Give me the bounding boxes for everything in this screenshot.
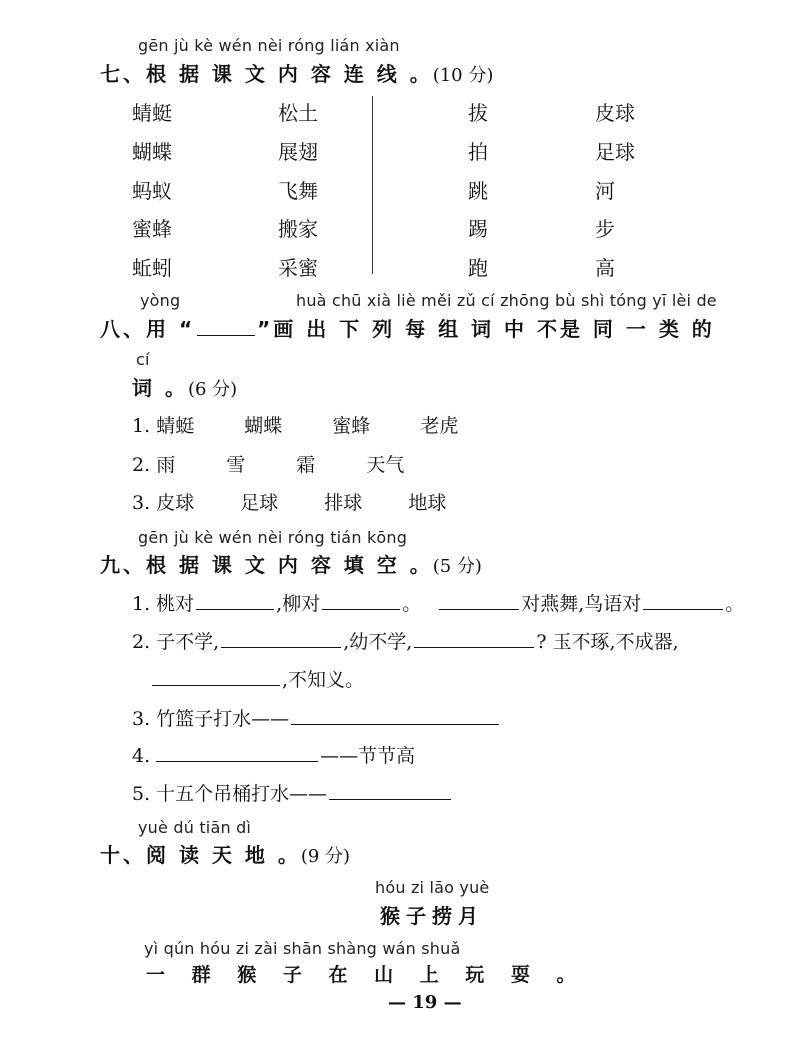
q7-title: 七、根 据 课 文 内 容 连 线 。 (100, 62, 433, 86)
q10-heading (100, 839, 350, 868)
q9-l3: 3. 竹篮子打水—— (132, 708, 290, 730)
q7-left-match-3[interactable]: 飞舞 (278, 179, 318, 203)
q9-l5: 5. 十五个吊桶打水—— (132, 783, 328, 805)
q7-right-word-2[interactable]: 拍 (468, 140, 488, 164)
q7-left-match-5[interactable]: 采蜜 (278, 256, 318, 280)
q9-l1-e: 。 (725, 593, 745, 615)
q7-left-word-1[interactable]: 蜻蜓 (132, 101, 172, 125)
q7-left-word-2[interactable]: 蝴蝶 (132, 140, 172, 164)
q9-l1-a: 1. 桃对 (132, 593, 195, 615)
q9-blank-6[interactable] (414, 629, 534, 648)
q8-title-suffix: ”画 出 下 列 每 组 词 中 不是 同 一 类 的 (257, 317, 715, 341)
q8-row-3 (132, 488, 470, 515)
q9-blank-1[interactable] (196, 591, 274, 610)
q9-blank-5[interactable] (221, 629, 341, 648)
q9-l2-c: ? 玉不琢,不成器, (536, 631, 679, 653)
q8-underline-sample (197, 317, 255, 336)
q7-right-match-4[interactable]: 步 (595, 217, 615, 241)
q8-row-2-word-3[interactable]: 霜 (296, 454, 316, 476)
q9-points: (5 分) (432, 556, 482, 577)
q9-line-1 (132, 589, 744, 616)
q7-right-match-1[interactable]: 皮球 (595, 101, 635, 125)
q9-line-2b (150, 665, 364, 692)
q9-blank-8[interactable] (291, 706, 499, 725)
q8-title-line2: 词 。 (132, 376, 188, 400)
q8-row-1-number: 1. (132, 415, 151, 437)
q9-l1-d: 对燕舞,鸟语对 (521, 593, 642, 615)
page-number: — 19 — (388, 992, 462, 1013)
q7-right-word-1[interactable]: 拔 (468, 101, 488, 125)
q9-l4-a: 4. (132, 745, 151, 767)
q9-blank-10[interactable] (329, 781, 451, 800)
q9-pinyin: gēn jù kè wén nèi róng tián kōng (138, 528, 408, 547)
q8-row-3-number: 3. (132, 492, 151, 514)
q8-heading (100, 313, 715, 342)
q7-left-word-3[interactable]: 蚂蚁 (132, 179, 172, 203)
q8-row-1-word-2[interactable]: 蝴蝶 (244, 415, 283, 437)
q9-line-5 (132, 779, 453, 806)
q7-left-match-2[interactable]: 展翅 (278, 140, 318, 164)
q8-row-2-word-4[interactable]: 天气 (366, 454, 405, 476)
q8-pinyin-rest: huà chū xià liè měi zǔ cí zhōng bù shì tóng yī lèi de (296, 291, 717, 310)
q8-row-2-number: 2. (132, 454, 151, 476)
q8-title-prefix: 八、用 “ (100, 317, 196, 341)
q9-line-3 (132, 704, 501, 731)
q8-pinyin-yong: yòng (140, 291, 181, 310)
story-sentence-pinyin: yì qún hóu zi zài shān shàng wán shuǎ (144, 939, 461, 958)
q9-blank-9[interactable] (156, 743, 318, 762)
q9-heading (100, 549, 482, 578)
column-divider (372, 96, 373, 274)
q8-row-3-word-1[interactable]: 皮球 (156, 492, 195, 514)
q9-blank-4[interactable] (643, 591, 723, 610)
q9-l2b-a: ,不知义。 (282, 669, 365, 691)
q9-title: 九、根 据 课 文 内 容 填 空 。 (100, 553, 433, 577)
q8-heading-line2 (132, 372, 237, 401)
q9-l2-a: 2. 子不学, (132, 631, 220, 653)
q7-left-match-1[interactable]: 松土 (278, 101, 318, 125)
q9-l1-b: ,柳对 (276, 593, 321, 615)
q7-right-word-5[interactable]: 跑 (468, 256, 488, 280)
story-sentence: 一 群 猴 子 在 山 上 玩 耍 。 (146, 964, 586, 986)
q7-left-match-4[interactable]: 搬家 (278, 217, 318, 241)
q9-l4-b: ——节节高 (320, 745, 416, 767)
q9-l2-b: ,幼不学, (343, 631, 413, 653)
q8-row-1-word-3[interactable]: 蜜蜂 (332, 415, 371, 437)
q9-blank-3[interactable] (439, 591, 519, 610)
q7-right-word-3[interactable]: 跳 (468, 179, 488, 203)
q8-row-1-word-4[interactable]: 老虎 (420, 415, 459, 437)
story-title: 猴子捞月 (380, 904, 484, 928)
q7-right-word-4[interactable]: 踢 (468, 217, 488, 241)
q9-blank-2[interactable] (322, 591, 400, 610)
q9-l1-c: 。 (402, 593, 422, 615)
q8-row-3-word-4[interactable]: 地球 (408, 492, 447, 514)
q7-left-word-4[interactable]: 蜜蜂 (132, 217, 172, 241)
q7-heading (100, 58, 493, 87)
story-title-pinyin: hóu zi lāo yuè (375, 878, 490, 897)
q10-points: (9 分) (300, 846, 351, 867)
q8-row-1 (132, 411, 482, 438)
q9-blank-7[interactable] (152, 667, 280, 686)
q7-right-match-2[interactable]: 足球 (595, 140, 635, 164)
q9-line-2 (132, 627, 679, 654)
q7-pinyin: gēn jù kè wén nèi róng lián xiàn (138, 36, 400, 55)
q8-row-1-word-1[interactable]: 蜻蜓 (156, 415, 195, 437)
q8-row-3-word-2[interactable]: 足球 (240, 492, 279, 514)
q8-row-2-word-2[interactable]: 雪 (226, 454, 246, 476)
q7-points: (10 分) (432, 65, 494, 86)
q8-pinyin-ci: cí (136, 350, 150, 369)
q9-line-4 (132, 741, 415, 768)
q7-right-match-5[interactable]: 高 (595, 256, 615, 280)
q8-row-3-word-3[interactable]: 排球 (324, 492, 363, 514)
q7-right-match-3[interactable]: 河 (595, 179, 615, 203)
q10-title: 十、阅 读 天 地 。 (100, 843, 301, 867)
q8-row-2-word-1[interactable]: 雨 (156, 454, 176, 476)
q7-left-word-5[interactable]: 蚯蚓 (132, 256, 172, 280)
q8-points: (6 分) (187, 379, 238, 400)
q8-row-2 (132, 450, 428, 477)
q10-pinyin: yuè dú tiān dì (138, 818, 252, 837)
